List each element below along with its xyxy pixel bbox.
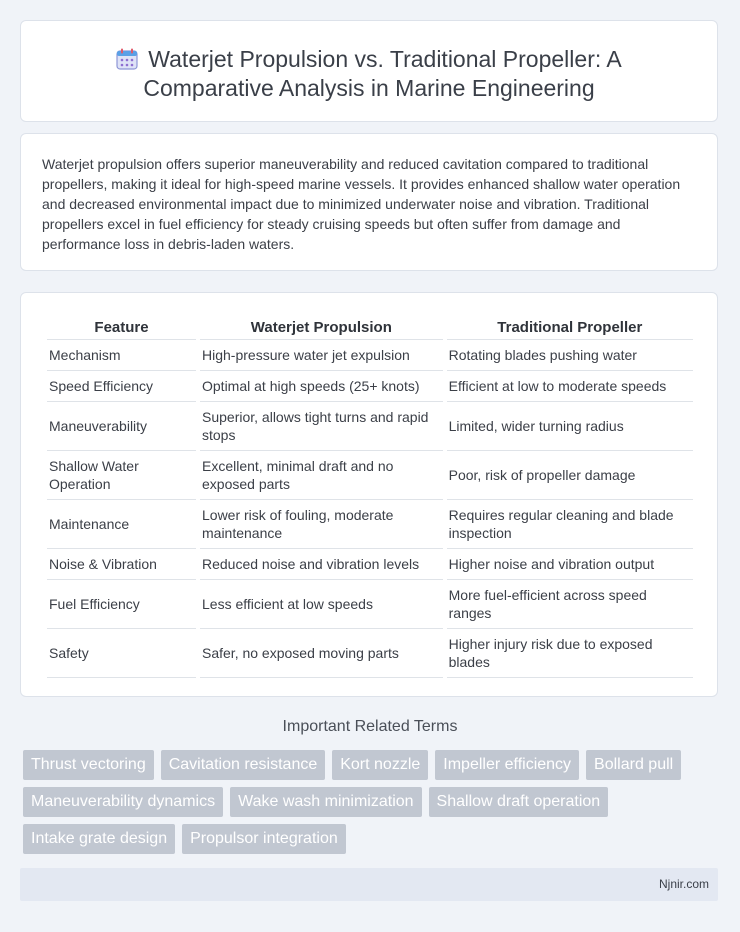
table-cell: Poor, risk of propeller damage xyxy=(447,451,693,500)
tag-kort-nozzle[interactable]: Kort nozzle xyxy=(332,750,428,780)
header-propeller: Traditional Propeller xyxy=(447,317,693,340)
table-row xyxy=(47,629,693,678)
table-row xyxy=(47,451,693,500)
table-cell: Speed Efficiency xyxy=(47,371,196,402)
tag-propulsor-integration[interactable]: Propulsor integration xyxy=(182,824,346,854)
table-cell: Superior, allows tight turns and rapid stops xyxy=(200,402,443,451)
table-cell: Mechanism xyxy=(47,340,196,371)
table-cell: Reduced noise and vibration levels xyxy=(200,549,443,580)
tag-shallow-draft-operation[interactable]: Shallow draft operation xyxy=(429,787,609,817)
related-terms-heading: Important Related Terms xyxy=(282,718,458,735)
title-line-1: Waterjet Propulsion vs. Traditional Propeller: A xyxy=(148,46,622,72)
table-row xyxy=(47,500,693,549)
tag-bollard-pull[interactable]: Bollard pull xyxy=(586,750,681,780)
intro-card xyxy=(20,133,718,271)
tag-impeller-efficiency[interactable]: Impeller efficiency xyxy=(435,750,579,780)
page-title xyxy=(21,45,717,103)
table-row xyxy=(47,549,693,580)
table-row xyxy=(47,371,693,402)
comparison-table xyxy=(43,317,697,678)
related-terms-list xyxy=(23,750,723,861)
table-cell: Safer, no exposed moving parts xyxy=(200,629,443,678)
comparison-table-card xyxy=(20,292,718,697)
tag-row xyxy=(23,824,723,854)
table-cell: Higher injury risk due to exposed blades xyxy=(447,629,693,678)
table-cell: Optimal at high speeds (25+ knots) xyxy=(200,371,443,402)
table-row xyxy=(47,580,693,629)
table-cell: Efficient at low to moderate speeds xyxy=(447,371,693,402)
tag-row xyxy=(23,787,723,817)
table-cell: Requires regular cleaning and blade inspection xyxy=(447,500,693,549)
footer xyxy=(20,868,718,901)
table-cell: Fuel Efficiency xyxy=(47,580,196,629)
table-cell: High-pressure water jet expulsion xyxy=(200,340,443,371)
table-cell: Lower risk of fouling, moderate maintenance xyxy=(200,500,443,549)
table-cell: Higher noise and vibration output xyxy=(447,549,693,580)
tag-maneuverability-dynamics[interactable]: Maneuverability dynamics xyxy=(23,787,223,817)
tag-wake-wash-minimization[interactable]: Wake wash minimization xyxy=(230,787,421,817)
title-line-2: Comparative Analysis in Marine Engineering xyxy=(143,75,595,101)
tag-intake-grate-design[interactable]: Intake grate design xyxy=(23,824,175,854)
table-cell: Maintenance xyxy=(47,500,196,549)
tag-cavitation-resistance[interactable]: Cavitation resistance xyxy=(161,750,326,780)
title-card xyxy=(20,20,718,122)
table-cell: Excellent, minimal draft and no exposed parts xyxy=(200,451,443,500)
table-cell: Noise & Vibration xyxy=(47,549,196,580)
table-header-row xyxy=(47,317,693,340)
intro-paragraph: Waterjet propulsion offers superior maneuverability and reduced cavitation compared to traditional propellers, making it ideal for high-speed marine vessels. It provides enhanced shallow water operation and decreased environmental impact due to minimized underwater noise and vibration. Traditional propellers excel in fuel efficiency for steady cruising speeds but often suffer from damage and performance loss in debris-laden waters. xyxy=(42,156,681,252)
tag-thrust-vectoring[interactable]: Thrust vectoring xyxy=(23,750,154,780)
tag-row xyxy=(23,750,723,780)
footer-site[interactable]: Njnir.com xyxy=(658,877,709,891)
table-cell: Less efficient at low speeds xyxy=(200,580,443,629)
table-row xyxy=(47,402,693,451)
table-cell: Maneuverability xyxy=(47,402,196,451)
table-cell: Shallow Water Operation xyxy=(47,451,196,500)
header-feature: Feature xyxy=(47,317,196,340)
table-cell: Rotating blades pushing water xyxy=(447,340,693,371)
header-waterjet: Waterjet Propulsion xyxy=(200,317,443,340)
table-cell: More fuel-efficient across speed ranges xyxy=(447,580,693,629)
calendar-icon xyxy=(116,48,138,70)
table-cell: Safety xyxy=(47,629,196,678)
table-row xyxy=(47,340,693,371)
table-cell: Limited, wider turning radius xyxy=(447,402,693,451)
